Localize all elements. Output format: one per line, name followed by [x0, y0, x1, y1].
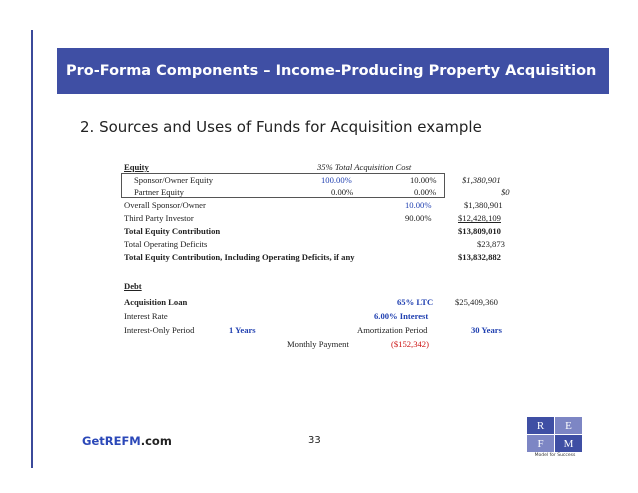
logo-cell-f: F — [527, 435, 554, 452]
acquisition-loan-label: Acquisition Loan — [124, 297, 188, 307]
sponsor-equity-pct: 100.00% — [321, 175, 352, 185]
loan-amount: $25,409,360 — [455, 297, 498, 307]
debt-heading: Debt — [124, 281, 142, 291]
refm-logo — [527, 417, 583, 458]
logo-cell-m: M — [555, 435, 582, 452]
total-equity-label: Total Equity Contribution — [124, 226, 221, 236]
brand-name: GetREFM — [82, 434, 141, 448]
page-number: 33 — [308, 435, 321, 446]
total-equity-amount: $13,809,010 — [458, 226, 501, 236]
logo-cell-e: E — [555, 417, 582, 434]
interest-only-value: 1 Years — [229, 325, 256, 335]
monthly-payment-value: ($152,342) — [391, 339, 429, 349]
overall-sponsor-label: Overall Sponsor/Owner — [124, 200, 206, 210]
partner-equity-amount: $0 — [501, 187, 510, 197]
operating-deficits-label: Total Operating Deficits — [124, 239, 208, 249]
logo-cell-r: R — [527, 417, 554, 434]
interest-only-label: Interest-Only Period — [124, 325, 195, 335]
brand-link[interactable] — [82, 434, 172, 448]
interest-rate-value: 6.00% Interest — [374, 311, 429, 321]
brand-suffix: .com — [140, 434, 172, 448]
overall-sponsor-amount: $1,380,901 — [464, 200, 503, 210]
grand-total-label: Total Equity Contribution, Including Operating Deficits, if any — [124, 252, 355, 262]
logo-tagline: Model for Success — [534, 453, 576, 458]
partner-equity-label: Partner Equity — [134, 187, 184, 197]
total-cost-note: 35% Total Acquisition Cost — [317, 162, 412, 172]
interest-rate-label: Interest Rate — [124, 311, 168, 321]
third-party-amount: $12,428,109 — [458, 213, 501, 223]
sponsor-equity-amount: $1,380,901 — [462, 175, 501, 185]
third-party-label: Third Party Investor — [124, 213, 194, 223]
partner-equity-pct: 0.00% — [331, 187, 354, 197]
slide-title: Pro-Forma Components – Income-Producing Property Acquisition — [66, 63, 597, 79]
monthly-payment-label: Monthly Payment — [287, 339, 349, 349]
amortization-label: Amortization Period — [357, 325, 428, 335]
sponsor-equity-label: Sponsor/Owner Equity — [134, 175, 214, 185]
slide-subtitle: 2. Sources and Uses of Funds for Acquisition example — [80, 118, 482, 136]
loan-ltc: 65% LTC — [397, 297, 434, 307]
overall-sponsor-pct: 10.00% — [405, 200, 432, 210]
equity-heading: Equity — [124, 162, 149, 172]
grand-total-amount: $13,832,882 — [458, 252, 501, 262]
sponsor-equity-pct2: 10.00% — [410, 175, 437, 185]
partner-equity-pct2: 0.00% — [414, 187, 437, 197]
third-party-pct: 90.00% — [405, 213, 432, 223]
operating-deficits-amount: $23,873 — [477, 239, 505, 249]
amortization-value: 30 Years — [471, 325, 502, 335]
